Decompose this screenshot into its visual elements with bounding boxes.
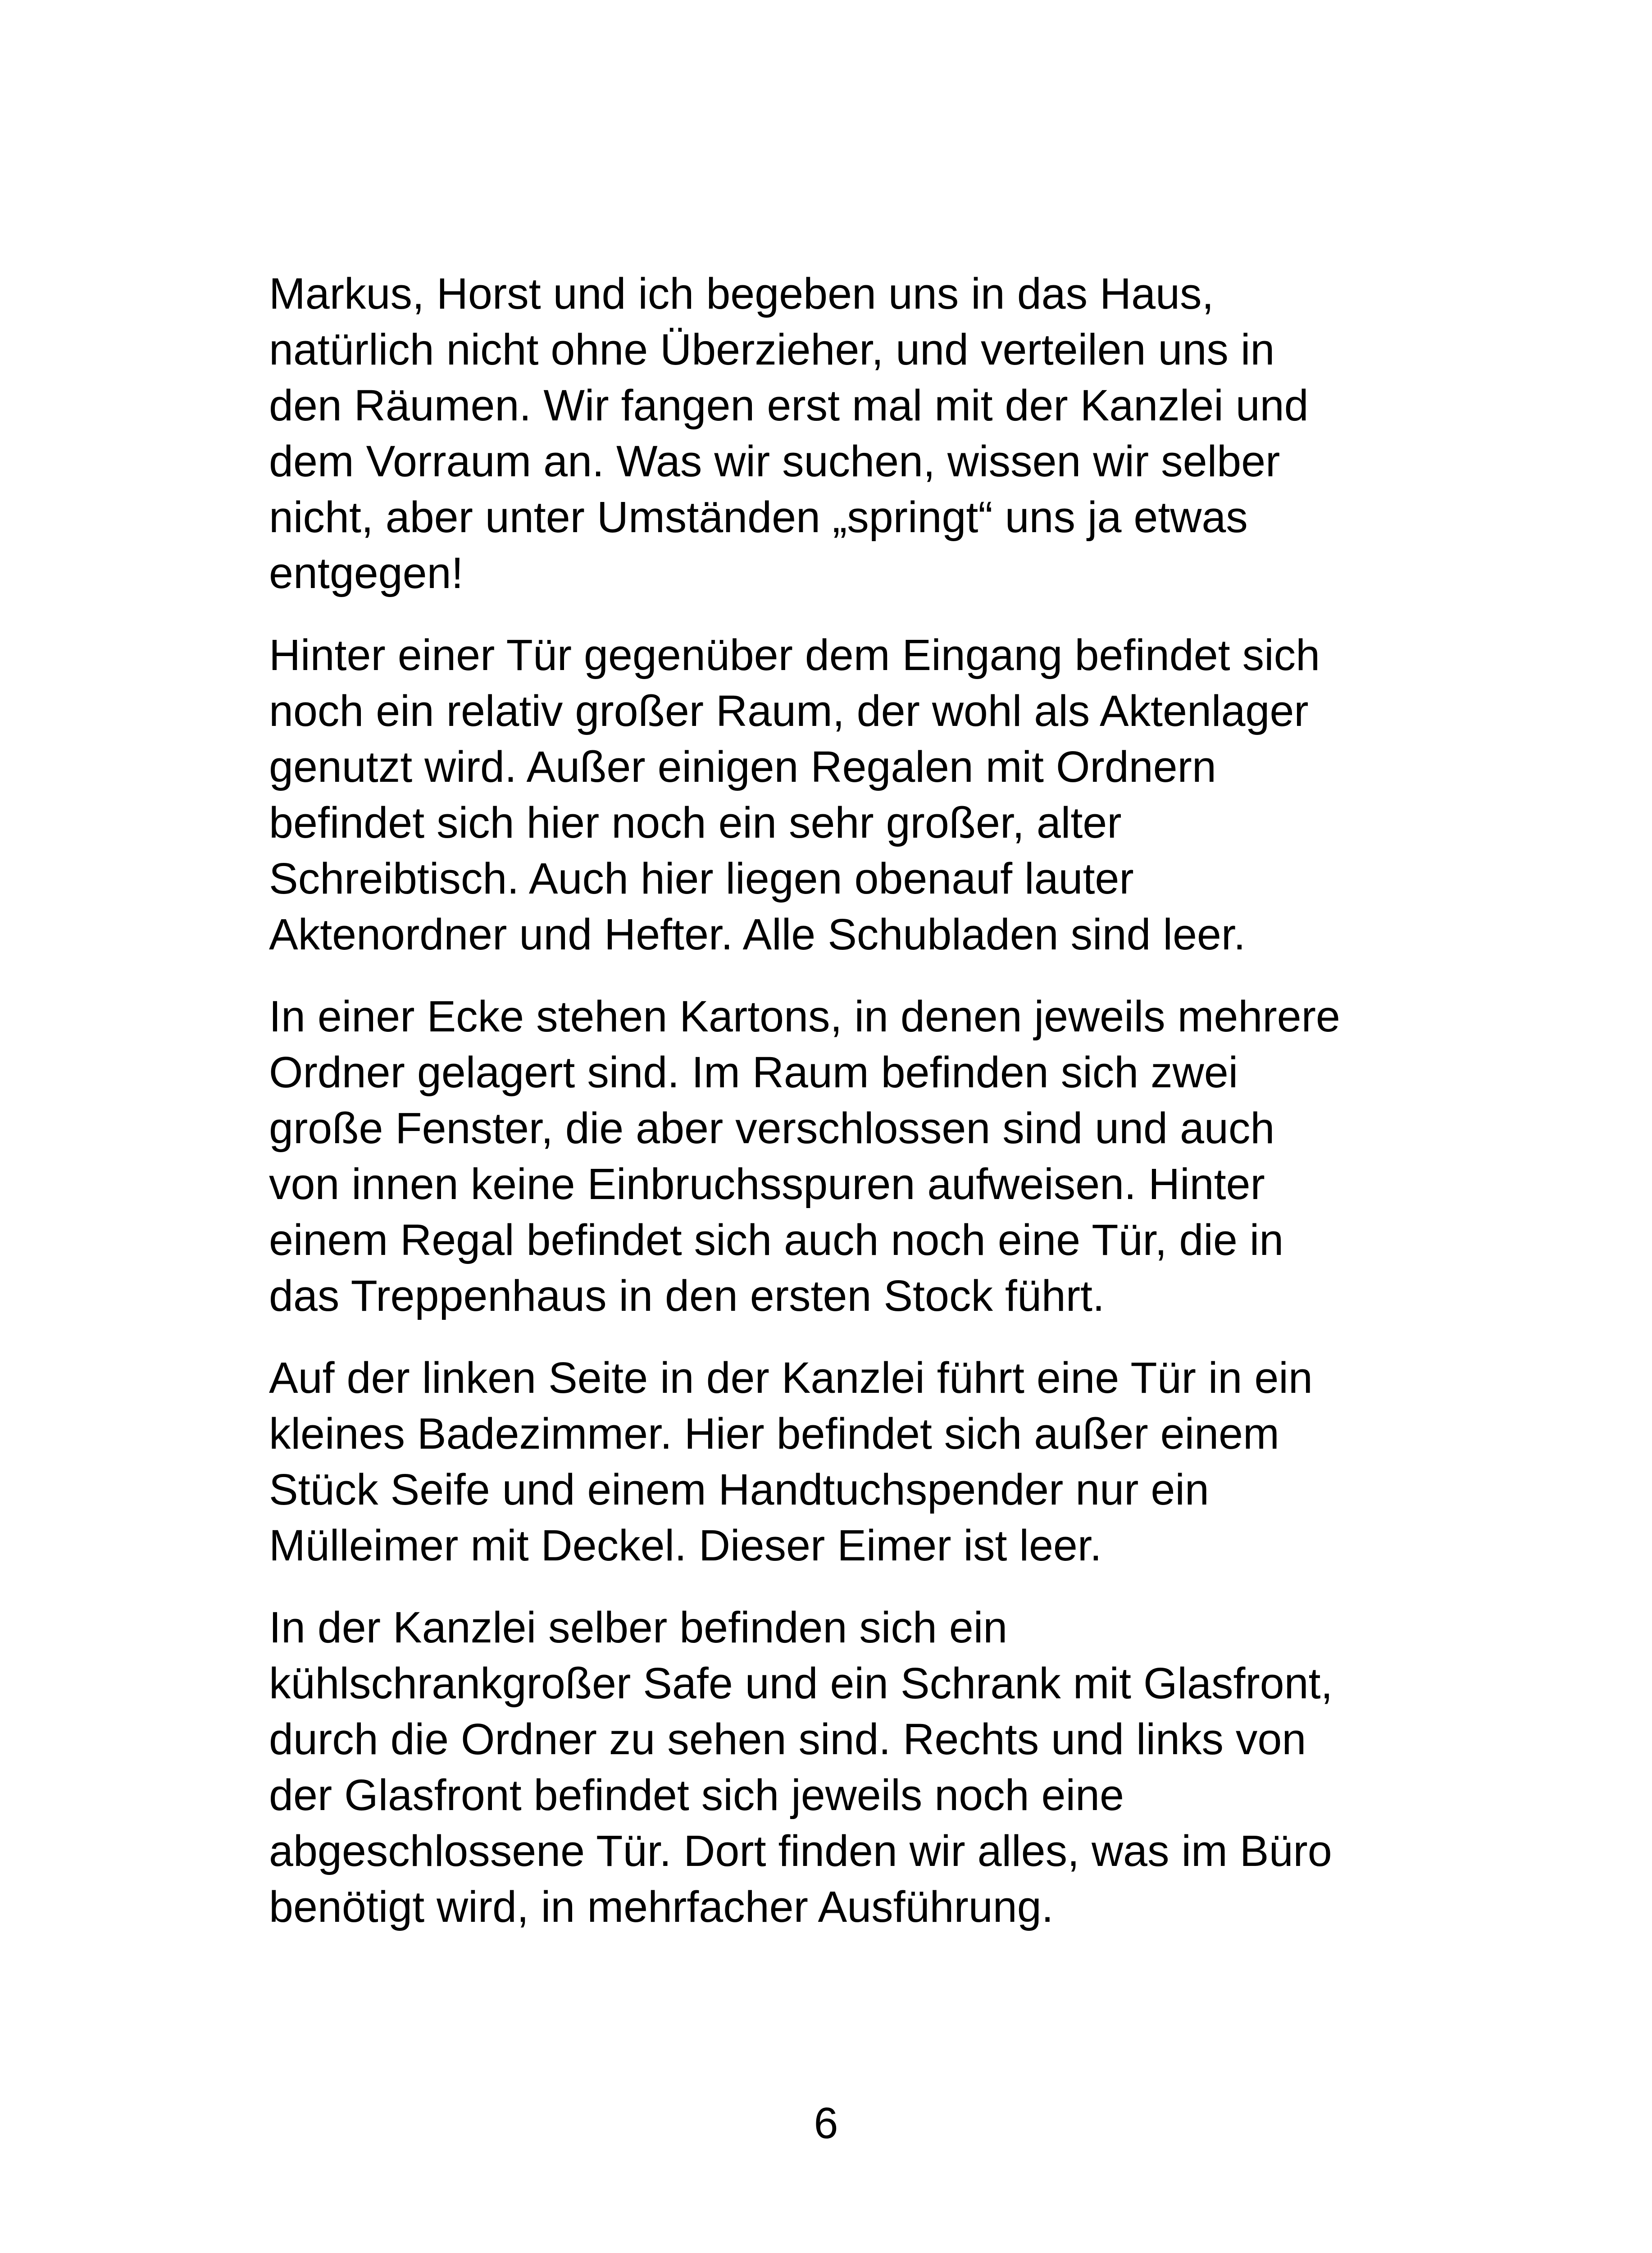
paragraph-3: In einer Ecke stehen Kartons, in denen jeweils mehrere Ordner gelagert sind. Im Raum befinden sich zwei große Fenster, die aber verschlossen sind und auch von innen keine Einbruchsspuren aufweisen. Hinter einem Regal befindet sich auch noch eine Tür, die in das Treppenhaus in den ersten Stock führt. — [269, 992, 1340, 1320]
paragraph-1: Markus, Horst und ich begeben uns in das Haus, natürlich nicht ohne Überzieher, und verteilen uns in den Räumen. Wir fangen erst mal mit der Kanzlei und dem Vorraum an. Was wir suchen, wissen wir selber nicht, aber unter Umständen „springt“ uns ja etwas entgegen! — [269, 269, 1309, 597]
paragraph-4: Auf der linken Seite in der Kanzlei führt eine Tür in ein kleines Badezimmer. Hier befindet sich außer einem Stück Seife und einem Handtuchspender nur ein Mülleimer mit Deckel. Dieser Eimer ist leer. — [269, 1353, 1313, 1570]
body-text — [269, 266, 1404, 1961]
paragraph-5: In der Kanzlei selber befinden sich ein kühlschrankgroßer Safe und ein Schrank mit Glasfront, durch die Ordner zu sehen sind. Rechts und links von der Glasfront befindet sich jeweils noch eine abgeschlossene Tür. Dort finden wir alles, was im Büro benötigt wird, in mehrfacher Ausführung. — [269, 1603, 1333, 1931]
page-number: 6 — [814, 2098, 838, 2148]
paragraph-2: Hinter einer Tür gegenüber dem Eingang befindet sich noch ein relativ großer Raum, der wohl als Aktenlager genutzt wird. Außer einigen Regalen mit Ordnern befindet sich hier noch ein sehr großer, alter Schreibtisch. Auch hier liegen obenauf lauter Aktenordner und Hefter. Alle Schubladen sind leer. — [269, 630, 1320, 959]
